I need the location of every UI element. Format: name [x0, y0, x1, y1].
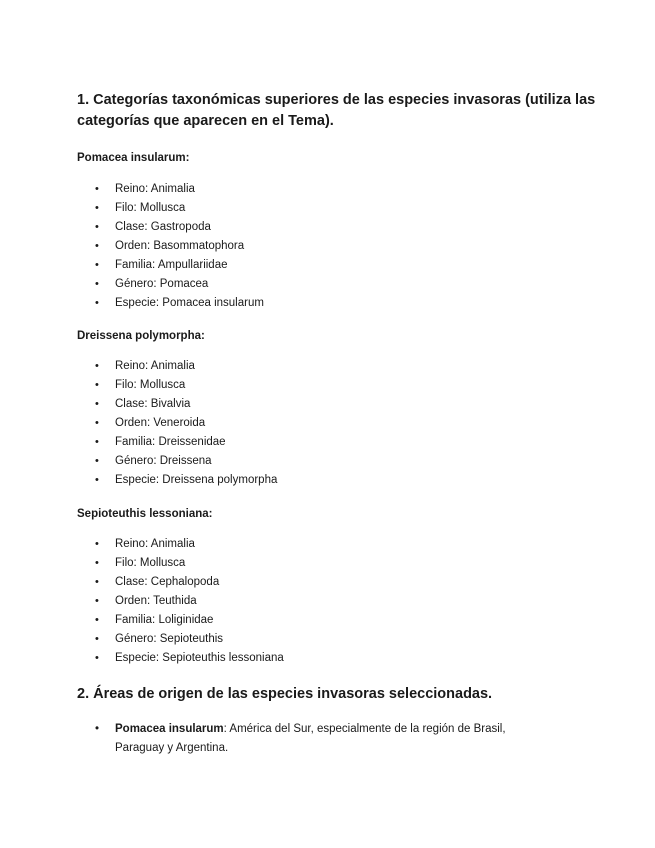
list-item: • Especie: Pomacea insularum [77, 294, 264, 313]
bullet-icon: • [95, 538, 99, 550]
bullet-icon: • [95, 652, 99, 664]
species-3-list [77, 535, 284, 668]
bullet-icon: • [95, 455, 99, 467]
bullet-icon: • [95, 398, 99, 410]
origin-term: Pomacea insularum [115, 723, 224, 735]
list-item: • Filo: Mollusca [77, 554, 284, 573]
section-1-heading: 1. Categorías taxonómicas superiores de las especies invasoras (utiliza las categorías que aparecen en el Tema). [77, 92, 596, 129]
list-item: • Clase: Gastropoda [77, 218, 264, 237]
bullet-icon: • [95, 221, 99, 233]
list-item: • Filo: Mollusca [77, 376, 277, 395]
bullet-icon: • [95, 202, 99, 214]
bullet-icon: • [95, 183, 99, 195]
list-item: • Género: Dreissena [77, 452, 277, 471]
origin-text: : América del Sur, especialmente de la región de Brasil, Paraguay y Argentina. [115, 723, 506, 754]
list-item: • Género: Pomacea [77, 275, 264, 294]
bullet-icon: • [95, 723, 100, 735]
list-item: • Clase: Bivalvia [77, 395, 277, 414]
list-item: • Familia: Loliginidae [77, 611, 284, 630]
bullet-icon: • [95, 379, 99, 391]
bullet-icon: • [95, 576, 99, 588]
list-item: • Especie: Dreissena polymorpha [77, 471, 277, 490]
bullet-icon: • [95, 557, 99, 569]
bullet-icon: • [95, 614, 99, 626]
list-item: • Especie: Sepioteuthis lessoniana [77, 649, 284, 668]
section-2-heading: 2. Áreas de origen de las especies invasoras seleccionadas. [77, 686, 493, 702]
bullet-icon: • [95, 360, 99, 372]
bullet-icon: • [95, 240, 99, 252]
bullet-icon: • [95, 595, 99, 607]
bullet-icon: • [95, 474, 99, 486]
species-1-title: Pomacea insularum: [77, 152, 190, 164]
list-item: • Familia: Ampullariidae [77, 256, 264, 275]
bullet-icon: • [95, 259, 99, 271]
species-1-list [77, 180, 264, 313]
list-item: • Género: Sepioteuthis [77, 630, 284, 649]
list-item: • Clase: Cephalopoda [77, 573, 284, 592]
bullet-icon: • [95, 633, 99, 645]
species-3-title: Sepioteuthis lessoniana: [77, 508, 213, 520]
list-item: • Orden: Veneroida [77, 414, 277, 433]
species-2-list [77, 357, 277, 490]
bullet-icon: • [95, 297, 99, 309]
list-item: • Reino: Animalia [77, 180, 264, 199]
list-item: • Filo: Mollusca [77, 199, 264, 218]
list-item: • Orden: Basommatophora [77, 237, 264, 256]
bullet-icon: • [95, 436, 99, 448]
bullet-icon: • [95, 278, 99, 290]
list-item: • Reino: Animalia [77, 535, 284, 554]
list-item: • Familia: Dreissenidae [77, 433, 277, 452]
list-item: • Orden: Teuthida [77, 592, 284, 611]
list-item [77, 720, 557, 758]
origin-list [77, 720, 557, 758]
species-2-title: Dreissena polymorpha: [77, 330, 205, 342]
bullet-icon: • [95, 417, 99, 429]
list-item: • Reino: Animalia [77, 357, 277, 376]
